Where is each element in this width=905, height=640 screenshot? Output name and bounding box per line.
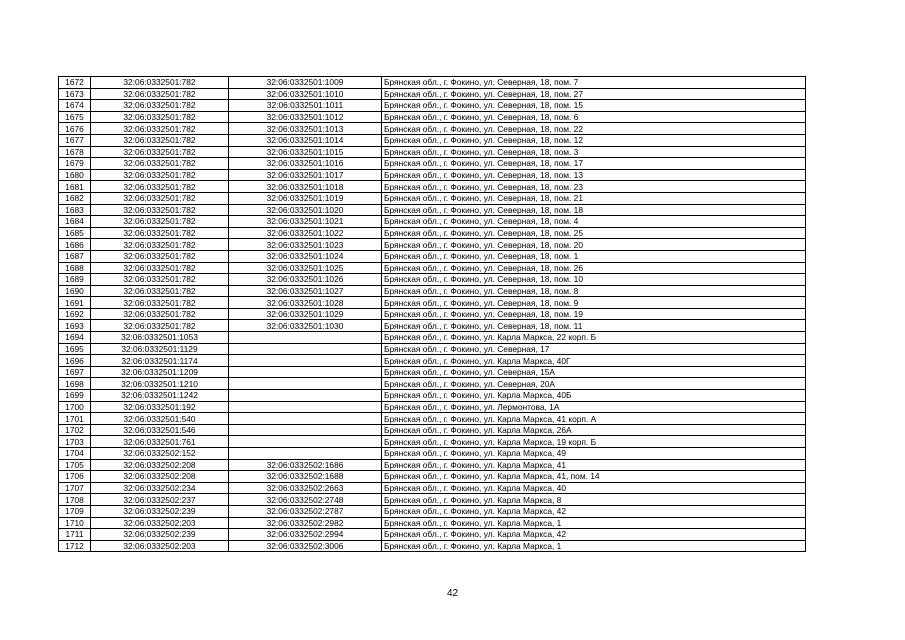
address-cell: Брянская обл., г. Фокино, ул. Северная, 18, пом. 8 bbox=[382, 285, 806, 297]
unit-cadastral-number-cell bbox=[229, 343, 382, 355]
address-cell: Брянская обл., г. Фокино, ул. Карла Маркса, 42 bbox=[382, 505, 806, 517]
row-number-cell: 1706 bbox=[59, 471, 91, 483]
address-cell: Брянская обл., г. Фокино, ул. Северная, 18, пом. 17 bbox=[382, 158, 806, 170]
address-cell: Брянская обл., г. Фокино, ул. Карла Маркса, 40Г bbox=[382, 355, 806, 367]
parcel-cadastral-number-cell: 32:06:0332501:782 bbox=[91, 285, 229, 297]
address-cell: Брянская обл., г. Фокино, ул. Северная, 18, пом. 1 bbox=[382, 250, 806, 262]
address-cell: Брянская обл., г. Фокино, ул. Северная, 18, пом. 19 bbox=[382, 308, 806, 320]
address-cell: Брянская обл., г. Фокино, ул. Северная, 18, пом. 21 bbox=[382, 192, 806, 204]
table-row bbox=[59, 343, 806, 355]
table-row bbox=[59, 308, 806, 320]
parcel-cadastral-number-cell: 32:06:0332501:1174 bbox=[91, 355, 229, 367]
unit-cadastral-number-cell bbox=[229, 366, 382, 378]
row-number-cell: 1681 bbox=[59, 181, 91, 193]
page-number: 42 bbox=[446, 588, 459, 599]
parcel-cadastral-number-cell: 32:06:0332501:782 bbox=[91, 239, 229, 251]
row-number-cell: 1690 bbox=[59, 285, 91, 297]
unit-cadastral-number-cell: 32:06:0332501:1022 bbox=[229, 227, 382, 239]
table-row bbox=[59, 169, 806, 181]
table-row bbox=[59, 192, 806, 204]
unit-cadastral-number-cell: 32:06:0332501:1009 bbox=[229, 77, 382, 89]
parcel-cadastral-number-cell: 32:06:0332501:782 bbox=[91, 100, 229, 112]
unit-cadastral-number-cell: 32:06:0332502:2982 bbox=[229, 517, 382, 529]
table-row bbox=[59, 88, 806, 100]
address-cell: Брянская обл., г. Фокино, ул. Карла Маркса, 22 корп. Б bbox=[382, 332, 806, 344]
row-number-cell: 1695 bbox=[59, 343, 91, 355]
table-row bbox=[59, 111, 806, 123]
address-cell: Брянская обл., г. Фокино, ул. Северная, 20А bbox=[382, 378, 806, 390]
parcel-cadastral-number-cell: 32:06:0332502:239 bbox=[91, 529, 229, 541]
address-cell: Брянская обл., г. Фокино, ул. Северная, 18, пом. 18 bbox=[382, 204, 806, 216]
unit-cadastral-number-cell: 32:06:0332501:1011 bbox=[229, 100, 382, 112]
row-number-cell: 1673 bbox=[59, 88, 91, 100]
unit-cadastral-number-cell: 32:06:0332502:3006 bbox=[229, 540, 382, 552]
table-row bbox=[59, 529, 806, 541]
parcel-cadastral-number-cell: 32:06:0332501:1242 bbox=[91, 390, 229, 402]
unit-cadastral-number-cell: 32:06:0332502:1688 bbox=[229, 471, 382, 483]
unit-cadastral-number-cell: 32:06:0332501:1021 bbox=[229, 216, 382, 228]
unit-cadastral-number-cell: 32:06:0332501:1016 bbox=[229, 158, 382, 170]
unit-cadastral-number-cell: 32:06:0332501:1015 bbox=[229, 146, 382, 158]
unit-cadastral-number-cell: 32:06:0332501:1020 bbox=[229, 204, 382, 216]
row-number-cell: 1709 bbox=[59, 505, 91, 517]
table-row bbox=[59, 332, 806, 344]
unit-cadastral-number-cell: 32:06:0332501:1013 bbox=[229, 123, 382, 135]
address-cell: Брянская обл., г. Фокино, ул. Северная, 18, пом. 4 bbox=[382, 216, 806, 228]
unit-cadastral-number-cell: 32:06:0332501:1023 bbox=[229, 239, 382, 251]
table-row bbox=[59, 285, 806, 297]
row-number-cell: 1680 bbox=[59, 169, 91, 181]
row-number-cell: 1712 bbox=[59, 540, 91, 552]
parcel-cadastral-number-cell: 32:06:0332501:782 bbox=[91, 192, 229, 204]
table-row bbox=[59, 77, 806, 89]
parcel-cadastral-number-cell: 32:06:0332502:239 bbox=[91, 505, 229, 517]
property-table-body bbox=[59, 77, 806, 552]
row-number-cell: 1703 bbox=[59, 436, 91, 448]
table-row bbox=[59, 181, 806, 193]
address-cell: Брянская обл., г. Фокино, ул. Северная, 15А bbox=[382, 366, 806, 378]
unit-cadastral-number-cell bbox=[229, 390, 382, 402]
address-cell: Брянская обл., г. Фокино, ул. Карла Маркса, 41 bbox=[382, 459, 806, 471]
table-row bbox=[59, 216, 806, 228]
table-row bbox=[59, 424, 806, 436]
parcel-cadastral-number-cell: 32:06:0332501:761 bbox=[91, 436, 229, 448]
table-row bbox=[59, 505, 806, 517]
address-cell: Брянская обл., г. Фокино, ул. Северная, 18, пом. 25 bbox=[382, 227, 806, 239]
parcel-cadastral-number-cell: 32:06:0332501:782 bbox=[91, 123, 229, 135]
parcel-cadastral-number-cell: 32:06:0332501:782 bbox=[91, 77, 229, 89]
parcel-cadastral-number-cell: 32:06:0332501:540 bbox=[91, 413, 229, 425]
parcel-cadastral-number-cell: 32:06:0332501:1129 bbox=[91, 343, 229, 355]
row-number-cell: 1702 bbox=[59, 424, 91, 436]
unit-cadastral-number-cell bbox=[229, 413, 382, 425]
address-cell: Брянская обл., г. Фокино, ул. Северная, 18, пом. 27 bbox=[382, 88, 806, 100]
parcel-cadastral-number-cell: 32:06:0332502:237 bbox=[91, 494, 229, 506]
table-row bbox=[59, 471, 806, 483]
row-number-cell: 1697 bbox=[59, 366, 91, 378]
address-cell: Брянская обл., г. Фокино, ул. Карла Маркса, 41 корп. А bbox=[382, 413, 806, 425]
address-cell: Брянская обл., г. Фокино, ул. Лермонтова, 1А bbox=[382, 401, 806, 413]
address-cell: Брянская обл., г. Фокино, ул. Карла Маркса, 40 bbox=[382, 482, 806, 494]
row-number-cell: 1676 bbox=[59, 123, 91, 135]
table-row bbox=[59, 250, 806, 262]
unit-cadastral-number-cell bbox=[229, 355, 382, 367]
table-row bbox=[59, 482, 806, 494]
table-row bbox=[59, 517, 806, 529]
row-number-cell: 1689 bbox=[59, 274, 91, 286]
address-cell: Брянская обл., г. Фокино, ул. Карла Маркса, 1 bbox=[382, 517, 806, 529]
parcel-cadastral-number-cell: 32:06:0332501:782 bbox=[91, 250, 229, 262]
address-cell: Брянская обл., г. Фокино, ул. Северная, 18, пом. 10 bbox=[382, 274, 806, 286]
table-row bbox=[59, 204, 806, 216]
property-table bbox=[58, 76, 806, 552]
table-row bbox=[59, 239, 806, 251]
parcel-cadastral-number-cell: 32:06:0332502:208 bbox=[91, 459, 229, 471]
address-cell: Брянская обл., г. Фокино, ул. Карла Маркса, 26А bbox=[382, 424, 806, 436]
address-cell: Брянская обл., г. Фокино, ул. Карла Маркса, 40Б bbox=[382, 390, 806, 402]
address-cell: Брянская обл., г. Фокино, ул. Карла Маркса, 8 bbox=[382, 494, 806, 506]
address-cell: Брянская обл., г. Фокино, ул. Северная, 18, пом. 23 bbox=[382, 181, 806, 193]
unit-cadastral-number-cell: 32:06:0332502:1686 bbox=[229, 459, 382, 471]
row-number-cell: 1694 bbox=[59, 332, 91, 344]
address-cell: Брянская обл., г. Фокино, ул. Северная, 18, пом. 13 bbox=[382, 169, 806, 181]
table-row bbox=[59, 100, 806, 112]
parcel-cadastral-number-cell: 32:06:0332501:782 bbox=[91, 181, 229, 193]
table-row bbox=[59, 366, 806, 378]
row-number-cell: 1675 bbox=[59, 111, 91, 123]
row-number-cell: 1674 bbox=[59, 100, 91, 112]
unit-cadastral-number-cell: 32:06:0332501:1017 bbox=[229, 169, 382, 181]
address-cell: Брянская обл., г. Фокино, ул. Карла Маркса, 41, пом. 14 bbox=[382, 471, 806, 483]
address-cell: Брянская обл., г. Фокино, ул. Северная, 18, пом. 11 bbox=[382, 320, 806, 332]
unit-cadastral-number-cell: 32:06:0332501:1018 bbox=[229, 181, 382, 193]
row-number-cell: 1682 bbox=[59, 192, 91, 204]
parcel-cadastral-number-cell: 32:06:0332502:203 bbox=[91, 517, 229, 529]
unit-cadastral-number-cell: 32:06:0332501:1027 bbox=[229, 285, 382, 297]
address-cell: Брянская обл., г. Фокино, ул. Северная, 17 bbox=[382, 343, 806, 355]
row-number-cell: 1711 bbox=[59, 529, 91, 541]
parcel-cadastral-number-cell: 32:06:0332501:782 bbox=[91, 134, 229, 146]
address-cell: Брянская обл., г. Фокино, ул. Северная, 18, пом. 6 bbox=[382, 111, 806, 123]
parcel-cadastral-number-cell: 32:06:0332501:782 bbox=[91, 169, 229, 181]
row-number-cell: 1672 bbox=[59, 77, 91, 89]
row-number-cell: 1688 bbox=[59, 262, 91, 274]
table-row bbox=[59, 297, 806, 309]
address-cell: Брянская обл., г. Фокино, ул. Северная, 18, пом. 3 bbox=[382, 146, 806, 158]
unit-cadastral-number-cell: 32:06:0332501:1014 bbox=[229, 134, 382, 146]
unit-cadastral-number-cell bbox=[229, 401, 382, 413]
parcel-cadastral-number-cell: 32:06:0332501:782 bbox=[91, 111, 229, 123]
unit-cadastral-number-cell: 32:06:0332501:1028 bbox=[229, 297, 382, 309]
address-cell: Брянская обл., г. Фокино, ул. Северная, 18, пом. 20 bbox=[382, 239, 806, 251]
unit-cadastral-number-cell bbox=[229, 424, 382, 436]
unit-cadastral-number-cell bbox=[229, 332, 382, 344]
row-number-cell: 1705 bbox=[59, 459, 91, 471]
parcel-cadastral-number-cell: 32:06:0332502:152 bbox=[91, 448, 229, 460]
address-cell: Брянская обл., г. Фокино, ул. Карла Маркса, 1 bbox=[382, 540, 806, 552]
table-row bbox=[59, 436, 806, 448]
parcel-cadastral-number-cell: 32:06:0332501:782 bbox=[91, 227, 229, 239]
row-number-cell: 1693 bbox=[59, 320, 91, 332]
parcel-cadastral-number-cell: 32:06:0332502:208 bbox=[91, 471, 229, 483]
row-number-cell: 1700 bbox=[59, 401, 91, 413]
table-row bbox=[59, 123, 806, 135]
row-number-cell: 1685 bbox=[59, 227, 91, 239]
table-row bbox=[59, 227, 806, 239]
unit-cadastral-number-cell: 32:06:0332501:1030 bbox=[229, 320, 382, 332]
unit-cadastral-number-cell: 32:06:0332501:1025 bbox=[229, 262, 382, 274]
parcel-cadastral-number-cell: 32:06:0332502:234 bbox=[91, 482, 229, 494]
parcel-cadastral-number-cell: 32:06:0332501:782 bbox=[91, 216, 229, 228]
unit-cadastral-number-cell: 32:06:0332502:2748 bbox=[229, 494, 382, 506]
address-cell: Брянская обл., г. Фокино, ул. Северная, 18, пом. 26 bbox=[382, 262, 806, 274]
address-cell: Брянская обл., г. Фокино, ул. Карла Маркса, 42 bbox=[382, 529, 806, 541]
parcel-cadastral-number-cell: 32:06:0332501:782 bbox=[91, 274, 229, 286]
table-row bbox=[59, 378, 806, 390]
parcel-cadastral-number-cell: 32:06:0332501:782 bbox=[91, 204, 229, 216]
table-row bbox=[59, 158, 806, 170]
row-number-cell: 1692 bbox=[59, 308, 91, 320]
parcel-cadastral-number-cell: 32:06:0332501:782 bbox=[91, 297, 229, 309]
unit-cadastral-number-cell: 32:06:0332502:2994 bbox=[229, 529, 382, 541]
unit-cadastral-number-cell: 32:06:0332501:1029 bbox=[229, 308, 382, 320]
unit-cadastral-number-cell: 32:06:0332501:1026 bbox=[229, 274, 382, 286]
address-cell: Брянская обл., г. Фокино, ул. Северная, 18, пом. 7 bbox=[382, 77, 806, 89]
row-number-cell: 1686 bbox=[59, 239, 91, 251]
parcel-cadastral-number-cell: 32:06:0332501:192 bbox=[91, 401, 229, 413]
parcel-cadastral-number-cell: 32:06:0332501:1210 bbox=[91, 378, 229, 390]
table-row bbox=[59, 355, 806, 367]
parcel-cadastral-number-cell: 32:06:0332501:782 bbox=[91, 320, 229, 332]
address-cell: Брянская обл., г. Фокино, ул. Северная, 18, пом. 15 bbox=[382, 100, 806, 112]
row-number-cell: 1677 bbox=[59, 134, 91, 146]
unit-cadastral-number-cell: 32:06:0332501:1012 bbox=[229, 111, 382, 123]
unit-cadastral-number-cell: 32:06:0332501:1019 bbox=[229, 192, 382, 204]
parcel-cadastral-number-cell: 32:06:0332501:1209 bbox=[91, 366, 229, 378]
table-row bbox=[59, 401, 806, 413]
row-number-cell: 1678 bbox=[59, 146, 91, 158]
parcel-cadastral-number-cell: 32:06:0332501:782 bbox=[91, 308, 229, 320]
parcel-cadastral-number-cell: 32:06:0332501:1053 bbox=[91, 332, 229, 344]
address-cell: Брянская обл., г. Фокино, ул. Карла Маркса, 49 bbox=[382, 448, 806, 460]
unit-cadastral-number-cell: 32:06:0332502:2663 bbox=[229, 482, 382, 494]
row-number-cell: 1691 bbox=[59, 297, 91, 309]
row-number-cell: 1687 bbox=[59, 250, 91, 262]
address-cell: Брянская обл., г. Фокино, ул. Карла Маркса, 19 корп. Б bbox=[382, 436, 806, 448]
row-number-cell: 1710 bbox=[59, 517, 91, 529]
unit-cadastral-number-cell bbox=[229, 378, 382, 390]
row-number-cell: 1707 bbox=[59, 482, 91, 494]
parcel-cadastral-number-cell: 32:06:0332501:782 bbox=[91, 262, 229, 274]
row-number-cell: 1684 bbox=[59, 216, 91, 228]
address-cell: Брянская обл., г. Фокино, ул. Северная, 18, пом. 12 bbox=[382, 134, 806, 146]
unit-cadastral-number-cell: 32:06:0332501:1024 bbox=[229, 250, 382, 262]
address-cell: Брянская обл., г. Фокино, ул. Северная, 18, пом. 22 bbox=[382, 123, 806, 135]
parcel-cadastral-number-cell: 32:06:0332502:203 bbox=[91, 540, 229, 552]
parcel-cadastral-number-cell: 32:06:0332501:546 bbox=[91, 424, 229, 436]
table-row bbox=[59, 134, 806, 146]
row-number-cell: 1696 bbox=[59, 355, 91, 367]
table-row bbox=[59, 390, 806, 402]
table-row bbox=[59, 540, 806, 552]
table-row bbox=[59, 320, 806, 332]
table-row bbox=[59, 494, 806, 506]
row-number-cell: 1708 bbox=[59, 494, 91, 506]
table-row bbox=[59, 459, 806, 471]
table-row bbox=[59, 274, 806, 286]
unit-cadastral-number-cell: 32:06:0332502:2787 bbox=[229, 505, 382, 517]
unit-cadastral-number-cell bbox=[229, 448, 382, 460]
unit-cadastral-number-cell bbox=[229, 436, 382, 448]
parcel-cadastral-number-cell: 32:06:0332501:782 bbox=[91, 88, 229, 100]
row-number-cell: 1679 bbox=[59, 158, 91, 170]
table-row bbox=[59, 262, 806, 274]
unit-cadastral-number-cell: 32:06:0332501:1010 bbox=[229, 88, 382, 100]
parcel-cadastral-number-cell: 32:06:0332501:782 bbox=[91, 158, 229, 170]
table-row bbox=[59, 448, 806, 460]
row-number-cell: 1683 bbox=[59, 204, 91, 216]
row-number-cell: 1698 bbox=[59, 378, 91, 390]
table-row bbox=[59, 146, 806, 158]
row-number-cell: 1701 bbox=[59, 413, 91, 425]
row-number-cell: 1699 bbox=[59, 390, 91, 402]
table-row bbox=[59, 413, 806, 425]
address-cell: Брянская обл., г. Фокино, ул. Северная, 18, пом. 9 bbox=[382, 297, 806, 309]
parcel-cadastral-number-cell: 32:06:0332501:782 bbox=[91, 146, 229, 158]
row-number-cell: 1704 bbox=[59, 448, 91, 460]
